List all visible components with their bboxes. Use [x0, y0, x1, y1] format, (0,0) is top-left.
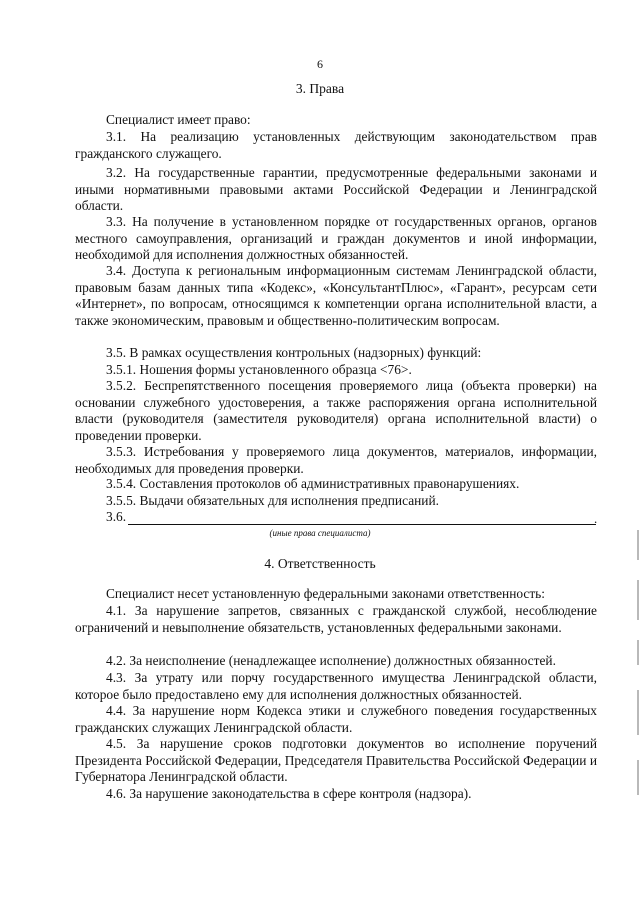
- paragraph-3-5-5: 3.5.5. Выдачи обязательных для исполнения предписаний.: [106, 493, 439, 508]
- paragraph-3-6-end: .: [594, 511, 598, 526]
- blank-fill-line: [128, 524, 596, 525]
- section-4-title: 4. Ответственность: [264, 556, 376, 571]
- section-4-intro: Специалист несет установленную федеральными законами ответственность:: [106, 586, 546, 601]
- paragraph-4-6: 4.6. За нарушение законодательства в сфере контроля (надзора).: [106, 786, 472, 801]
- paragraph-3-5: 3.5. В рамках осуществления контрольных (надзорных) функций:: [106, 345, 482, 360]
- scan-edge-marks: [634, 520, 640, 820]
- paragraph-3-5-4: 3.5.4. Составления протоколов об административных правонарушениях.: [106, 476, 520, 491]
- paragraph-4-2: 4.2. За неисполнение (ненадлежащее исполнение) должностных обязанностей.: [106, 653, 556, 668]
- paragraph-3-4: 3.4. Доступа к региональным информационным системам Ленинградской области, правовым базам данных типа «Кодекс», «КонсультантПлюс», «Гарант», ресурсам сети «Интернет», по вопросам, относящимся к компетенции органа исполнительной власти, а также экономическим, правовым и общественно-политическим вопросам.: [75, 263, 597, 328]
- paragraph-3-6-label: 3.6.: [106, 509, 127, 524]
- page-number: 6: [317, 57, 323, 71]
- paragraph-3-5-3: 3.5.3. Истребования у проверяемого лица документов, материалов, информации, необходимых для проведения проверки.: [75, 444, 597, 476]
- paragraph-3-2: 3.2. На государственные гарантии, предусмотренные федеральными законами и иными нормативными правовыми актами Российской Федерации и Ленинградской области.: [75, 165, 597, 214]
- paragraph-3-3: 3.3. На получение в установленном порядке от государственных органов, органов местного самоуправления, организаций и граждан документов и иной информации, необходимой для исполнения должностных обязанностей.: [75, 214, 597, 263]
- paragraph-4-5: 4.5. За нарушение сроков подготовки документов во исполнение поручений Президента Российской Федерации, Председателя Правительства Российской Федерации и Губернатора Ленинградской области.: [75, 736, 597, 785]
- blank-line-caption: (иные права специалиста): [269, 528, 371, 538]
- section-3-title: 3. Права: [295, 81, 345, 96]
- paragraph-3-5-2: 3.5.2. Беспрепятственного посещения проверяемого лица (объекта проверки) на основании служебного удостоверения, а также распоряжения органа исполнительной власти (руководителя (заместителя руководителя) органа исполнительной власти) о проведении проверки.: [75, 378, 597, 443]
- paragraph-4-3: 4.3. За утрату или порчу государственного имущества Ленинградской области, которое было предоставлено ему для исполнения должностных обязанностей.: [75, 670, 597, 702]
- section-3-intro: Специалист имеет право:: [106, 112, 251, 127]
- paragraph-3-1: 3.1. На реализацию установленных действующим законодательством прав гражданского служащего.: [75, 129, 597, 161]
- paragraph-4-4: 4.4. За нарушение норм Кодекса этики и служебного поведения государственных гражданских служащих Ленинградской области.: [75, 703, 597, 735]
- paragraph-4-1: 4.1. За нарушение запретов, связанных с гражданской службой, несоблюдение ограничений и невыполнение обязательств, установленных федеральными законами.: [75, 603, 597, 635]
- paragraph-3-5-1: 3.5.1. Ношения формы установленного образца <76>.: [106, 362, 412, 377]
